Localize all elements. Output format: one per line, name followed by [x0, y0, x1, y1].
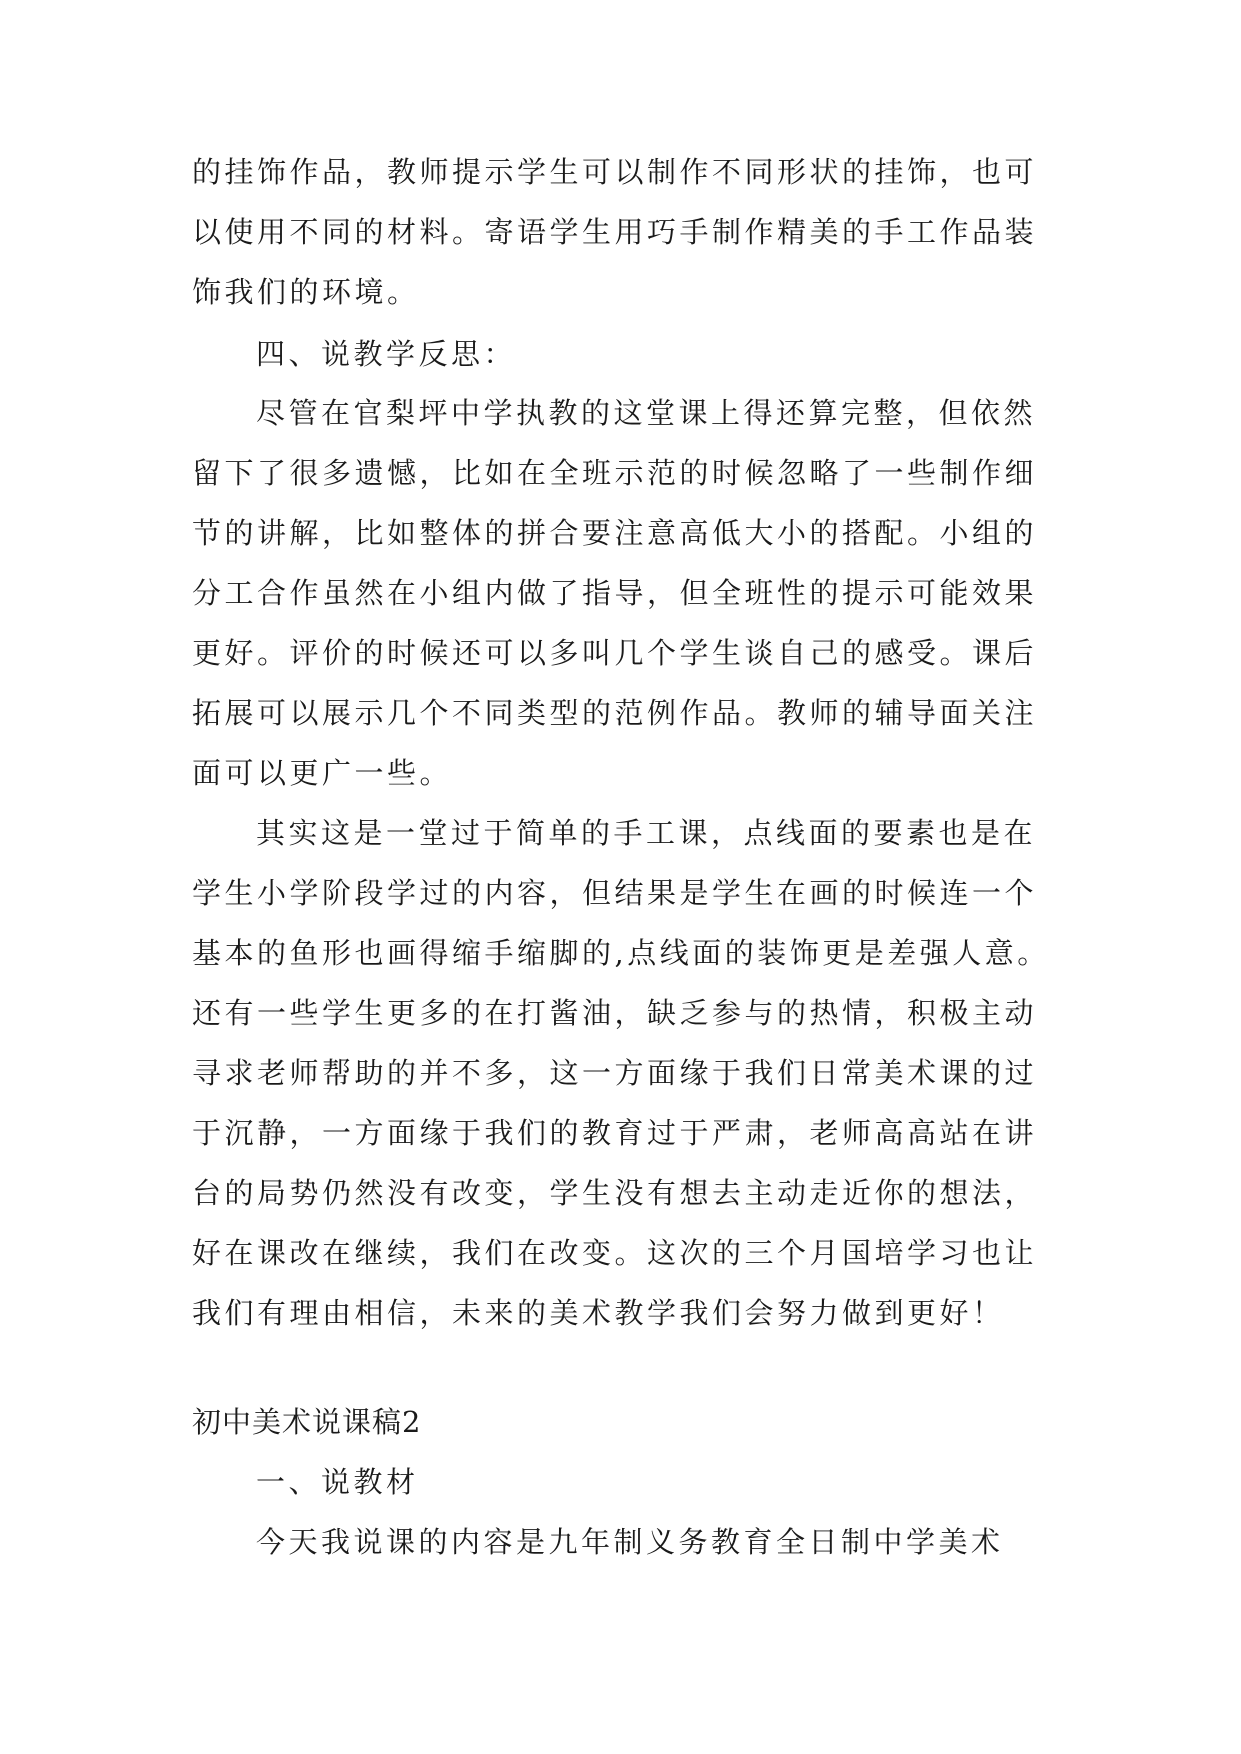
- text-line: 留下了很多遗憾，比如在全班示范的时候忽略了一些制作细: [192, 456, 1038, 490]
- text-line: 基本的鱼形也画得缩手缩脚的,点线面的装饰更是差强人意。: [192, 936, 1050, 970]
- text-line: 我们有理由相信，未来的美术教学我们会努力做到更好！: [192, 1296, 1005, 1330]
- text-line: 今天我说课的内容是九年制义务教育全日制中学美术: [256, 1525, 1004, 1559]
- text-line: 台的局势仍然没有改变，学生没有想去主动走近你的想法，: [192, 1176, 1038, 1210]
- text-line: 学生小学阶段学过的内容，但结果是学生在画的时候连一个: [192, 876, 1038, 910]
- text-line: 饰我们的环境。: [192, 275, 420, 309]
- text-line: 更好。评价的时候还可以多叫几个学生谈自己的感受。课后: [192, 636, 1038, 670]
- text-line: 其实这是一堂过于简单的手工课，点线面的要素也是在: [256, 816, 1037, 850]
- text-line: 寻求老师帮助的并不多，这一方面缘于我们日常美术课的过: [192, 1056, 1038, 1090]
- text-line: 尽管在官梨坪中学执教的这堂课上得还算完整，但依然: [256, 396, 1037, 430]
- text-line: 还有一些学生更多的在打酱油，缺乏参与的热情，积极主动: [192, 996, 1038, 1030]
- text-line: 好在课改在继续，我们在改变。这次的三个月国培学习也让: [192, 1236, 1038, 1270]
- text-line: 于沉静，一方面缘于我们的教育过于严肃，老师高高站在讲: [192, 1116, 1038, 1150]
- text-line: 以使用不同的材料。寄语学生用巧手制作精美的手工作品装: [192, 215, 1038, 249]
- text-line: 分工合作虽然在小组内做了指导，但全班性的提示可能效果: [192, 576, 1038, 610]
- document-title: 初中美术说课稿2: [192, 1405, 422, 1439]
- section-heading: 一、说教材: [256, 1465, 419, 1499]
- text-line: 的挂饰作品，教师提示学生可以制作不同形状的挂饰，也可: [192, 155, 1038, 189]
- text-line: 拓展可以展示几个不同类型的范例作品。教师的辅导面关注: [192, 696, 1038, 730]
- text-line: 面可以更广一些。: [192, 756, 453, 790]
- text-line: 节的讲解，比如整体的拼合要注意高低大小的搭配。小组的: [192, 516, 1038, 550]
- section-heading: 四、说教学反思：: [256, 337, 517, 371]
